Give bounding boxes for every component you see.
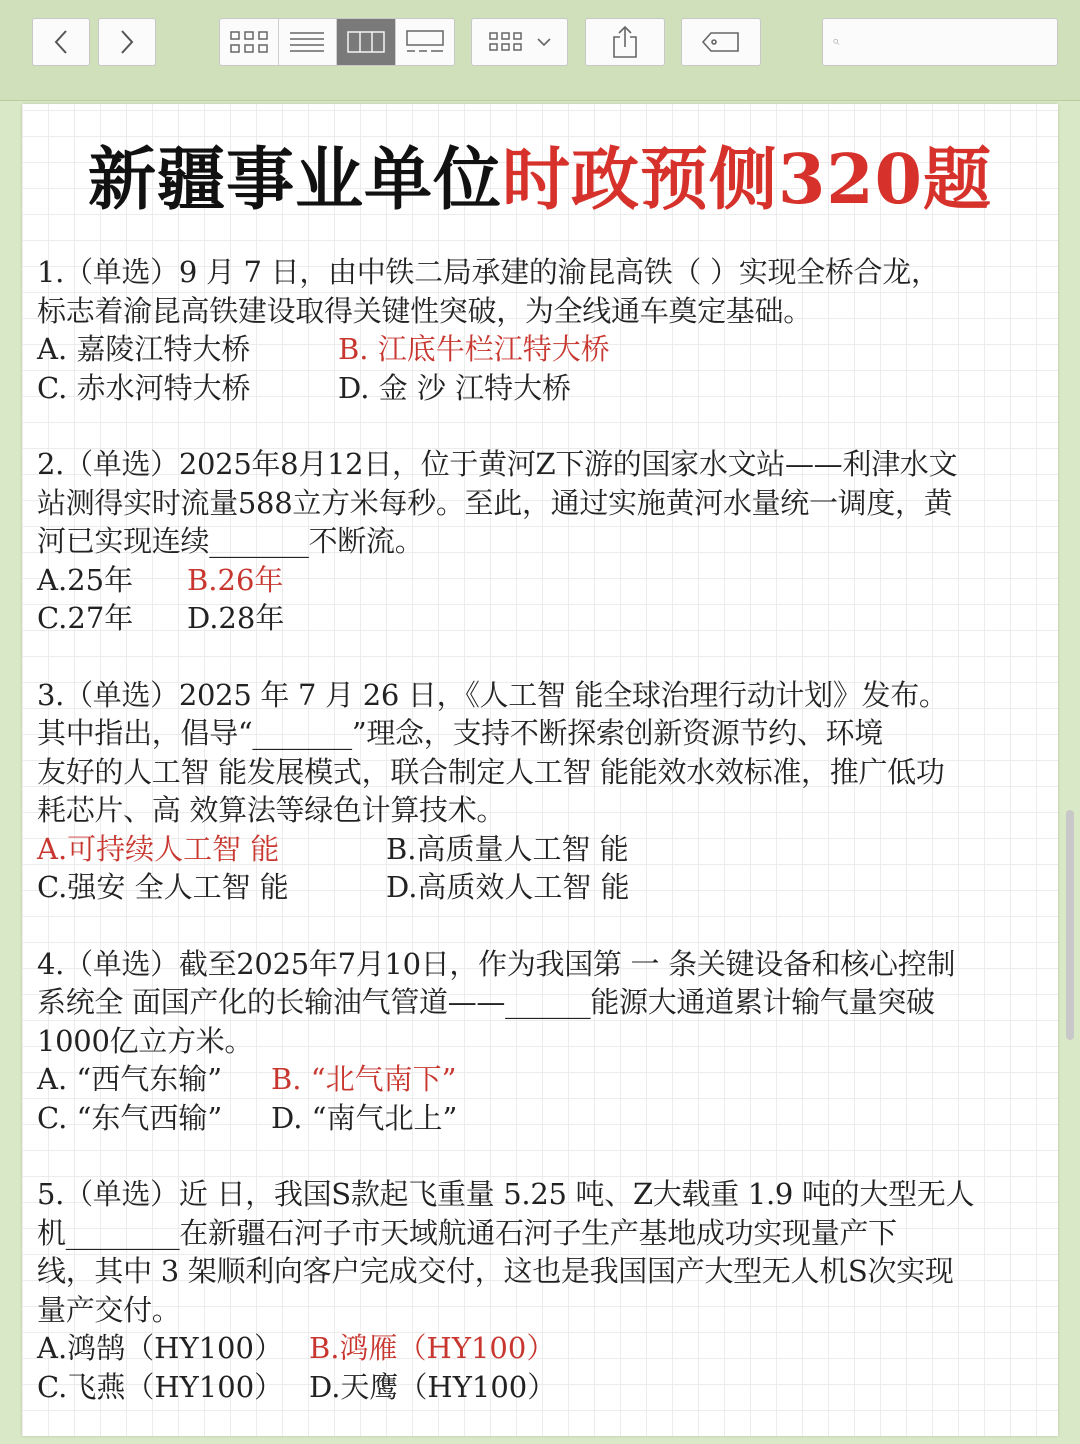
question-list: [37, 253, 1062, 1444]
question-4: [37, 945, 1062, 1138]
back-icon: [51, 28, 71, 56]
question-stem: 3.（单选）2025 年 7 月 26 日，《人工智 能全球治理行动计划》发布。 其中指出，倡导“_______”理念，支持不断探索创新资源节约、环境 友好的人工智 能发展模式，联合制定人工智 能能效水效标准，推广低功 耗芯片、高 效算法等绿色计算技术。: [37, 677, 948, 827]
question-1: [37, 253, 1062, 407]
option-row: [37, 369, 1062, 408]
share-icon: [611, 25, 639, 59]
option-c: C. 赤水河特大桥: [37, 370, 251, 405]
toolbar: [0, 0, 1080, 101]
option-row: [37, 830, 1062, 869]
option-d: D. “南气北上”: [271, 1100, 458, 1135]
option-d: D. 金 沙 江特大桥: [338, 370, 572, 405]
forward-icon: [117, 28, 137, 56]
scrollbar-thumb[interactable]: [1066, 810, 1074, 1040]
view-gallery-button[interactable]: [396, 19, 455, 65]
question-3: [37, 676, 1062, 907]
option-row: [37, 561, 1062, 600]
option-row: [37, 599, 1062, 638]
option-c: C. “东气西输”: [37, 1100, 223, 1135]
option-row: [37, 1060, 1062, 1099]
option-b-correct: B. “北气南下”: [271, 1062, 457, 1096]
question-stem: 2.（单选）2025年8月12日，位于黄河Z下游的国家水文站——利津水文 站测得实时流量588立方米每秒。至此，通过实施黄河水量统一调度，黄 河已实现连续_______不断流。: [37, 447, 958, 558]
option-d: D.天鹰（HY100）: [309, 1369, 557, 1404]
option-b: B.高质量人工智 能: [386, 831, 629, 866]
title-black-part: 新疆事业单位: [88, 140, 503, 220]
search-icon: [833, 28, 840, 56]
option-a: A.25年: [37, 562, 134, 597]
view-grid-button[interactable]: [220, 19, 279, 65]
search-field[interactable]: [822, 18, 1058, 66]
gallery-view-icon: [406, 30, 444, 54]
question-2: [37, 445, 1062, 638]
grid-view-icon: [229, 30, 269, 54]
option-a: A. “西气东输”: [37, 1062, 223, 1096]
option-row: [37, 330, 1062, 369]
option-row: [37, 868, 1062, 907]
forward-button[interactable]: [98, 18, 156, 66]
tag-button[interactable]: [681, 18, 761, 66]
question-stem: 4.（单选）截至2025年7月10日，作为我国第 一 条关键设备和核心控制 系统全 面国产化的长输油气管道——______能源大通道累计输气量突破 1000亿立方米。: [37, 946, 956, 1058]
question-5: [37, 1175, 1062, 1406]
column-view-icon: [347, 31, 385, 53]
tag-icon: [701, 30, 741, 54]
option-row: [37, 1329, 1062, 1368]
option-row: [37, 1368, 1062, 1407]
back-button[interactable]: [32, 18, 90, 66]
group-by-icon: [488, 30, 528, 54]
option-a: A. 嘉陵江特大桥: [37, 332, 251, 366]
search-input[interactable]: [846, 26, 1057, 58]
option-c: C.27年: [37, 601, 134, 635]
view-column-button[interactable]: [337, 19, 396, 65]
view-mode-selector: [219, 18, 455, 66]
option-c: C.强安 全人工智 能: [37, 870, 289, 904]
group-by-button[interactable]: [471, 18, 568, 66]
chevron-down-icon: [536, 36, 552, 48]
view-list-button[interactable]: [279, 19, 338, 65]
option-b-correct: B.鸿雁（HY100）: [309, 1331, 556, 1365]
option-d: D.28年: [187, 601, 285, 635]
option-d: D.高质效人工智 能: [386, 870, 630, 904]
scrollbar[interactable]: [1062, 110, 1076, 1430]
question-stem: 1.（单选）9 月 7 日，由中铁二局承建的渝昆高铁（ ）实现全桥合龙， 标志着渝昆高铁建设取得关键性突破，为全线通车奠定基础。: [37, 255, 940, 328]
share-button[interactable]: [585, 18, 665, 66]
page-title: [0, 130, 1080, 230]
question-stem: 5.（单选）近 日，我国S款起飞重量 5.25 吨、Z大载重 1.9 吨的大型无人 机________在新疆石河子市天域航通石河子生产基地成功实现量产下 线，其中 3 架顺利向客户完成交付，这也是我国国产大型无人机S次实现 量产交付。: [37, 1177, 975, 1327]
option-b-correct: B.26年: [187, 562, 284, 597]
option-a-correct: A.可持续人工智 能: [37, 831, 280, 866]
option-row: [37, 1099, 1062, 1138]
option-b-correct: B. 江底牛栏江特大桥: [338, 332, 610, 366]
option-a: A.鸿鹄（HY100）: [37, 1331, 283, 1365]
title-red-part: 时政预侧320题: [502, 140, 992, 220]
option-c: C.飞燕（HY100）: [37, 1369, 284, 1404]
list-view-icon: [290, 31, 324, 53]
